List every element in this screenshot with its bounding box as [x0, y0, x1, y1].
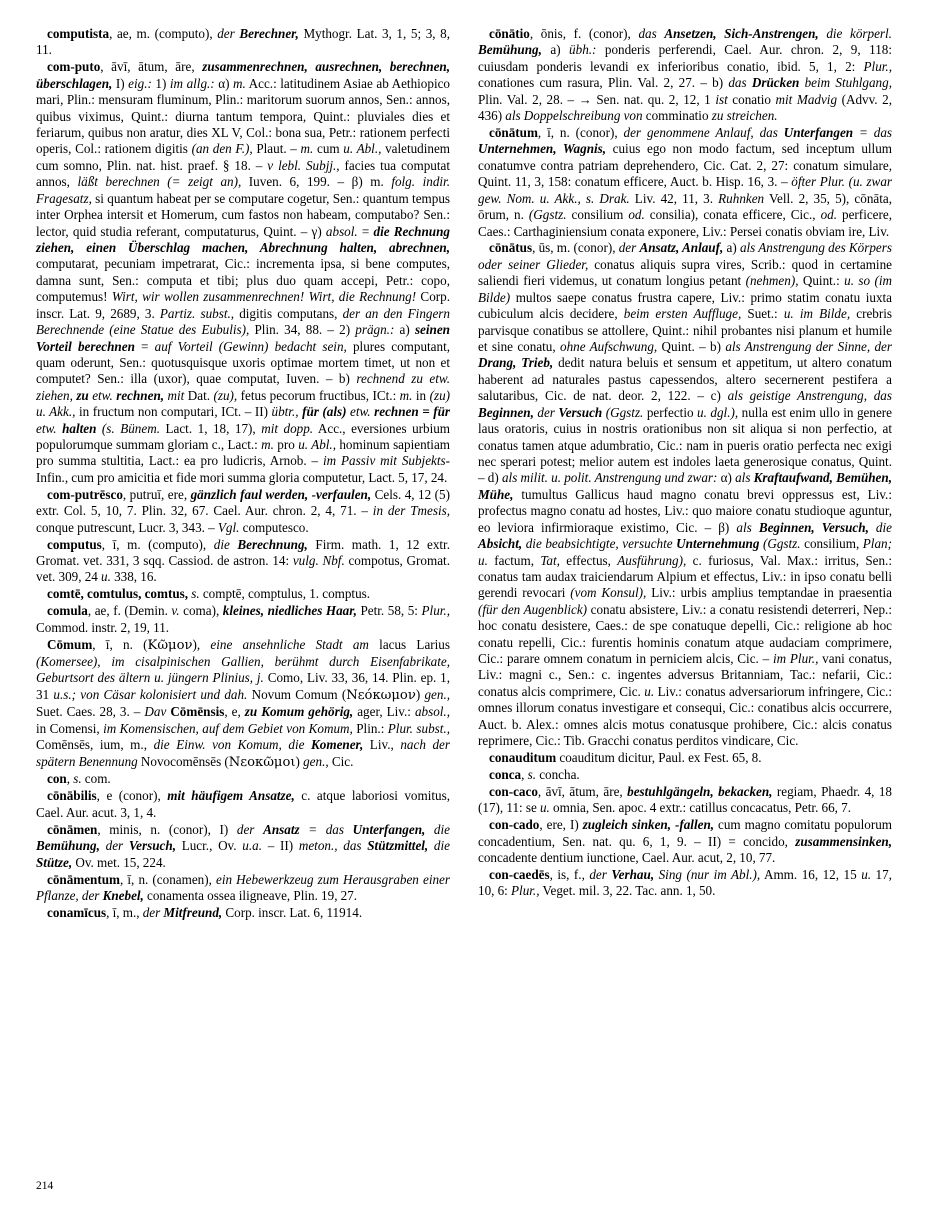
dictionary-entry: com-puto, āvī, ātum, āre, zusammenrechnen, ausrechnen, berechnen, überschlagen, I) eig.: 1) im allg.: α) m. Acc.: latitudinem Asiae ab Aethiopico mari, Plin.: mensuram fluminum, Plin.: maritorum suorum annos, Sen.: annos, quibus viximus, Quint.: diurna tantum tempora, Quint.: pluviales dies et feriarum, quibus non aratur, dies XL V, Col.: bona sua, Petr.: rationem perfecti operis, Col.: rationem digitis (an den F.), Plaut. – m. cum u. Abl., valetudinem cum somno, Plin. nat. hist. praef. § 18. – v lebl. Subjj., facies tua computat annos, läßt berechnen (= zeigt an), Iuven. 6, 199. – β) m. folg. indir. Fragesatz, si quantum habeat per se computare cogetur, Sen.: quantum tempus inter Orphea intersit et Homerum, cum fastos non habeam, computabo? Sen.: lector, quid studia referant, computaturus, Quint. – γ) absol. = die Rechnung ziehen, einen Überschlag machen, Abrechnung halten, abrechnen, computarat, pecuniam impetrarat, Cic.: incrementa ipsa, si bene computes, damna sunt, Sen.: computa et tibi; plus duo quam accepi, Petr.: copo, computemus! Wirt, wir wollen zusammenrechnen! Wirt, die Rechnung! Corp. inscr. Lat. 9, 2689, 3. Partiz. subst., digitis computans, der an den Fingern Berechnende (eine Statue des Eubulis), Plin. 34, 88. – 2) prägn.: a) seinen Vorteil berechnen = auf Vorteil (Gewinn) bedacht sein, plures computant, quam oderunt, Sen.: quotusquisque uxoris optimae mortem timet, ut non et computet? Sen.: illa (uxor), quae computat, Iuven. – b) rechnend zu etw. ziehen, zu etw. rechnen, mit Dat. (zu), fetus pecorum fructibus, ICt.: m. in (zu) u. Akk., in fructum non computari, ICt. – II) übtr., für (als) etw. rechnen = für etw. halten (s. Bünem. Lact. 1, 18, 17), mit dopp. Acc., eversiones urbium populorumque summam gloriam c., Lact.: m. pro u. Abl., hominum sapientiam pro summa stultitia, Lact.: ea pro ludicris, Arnob. – im Passiv mit Subjekts- Infin., cum pro amicitia et fide mori summa gloria computetur, Lact. 5, 17, 24.	[36, 59, 451, 485]
column-container	[36, 26, 899, 1166]
dictionary-entry: cōnāmentum, ī, n. (conamen), ein Hebewerkzeug zum Herausgraben einer Pflanze, der Knebel, conamenta ossea iligneave, Plin. 19, 27.	[36, 871, 450, 903]
dictionary-entry: computista, ae, m. (computo), der Berechner, Mythogr. Lat. 3, 1, 5; 3, 8, 11.	[36, 26, 451, 58]
left-column	[36, 26, 450, 1166]
dictionary-entry: computus, ī, m. (computo), die Berechnung, Firm. math. 1, 12 extr. Gromat. vet. 331, 3 sqq. Cassiod. de astron. 14: vulg. Nbf. compotus, Gromat. vet. 309, 24 u. 338, 16.	[36, 536, 450, 585]
dictionary-entry: comtē, comtulus, comtus, s. comptē, comptulus, 1. comptus.	[47, 586, 371, 602]
dictionary-entry: con-caco, āvī, ātum, āre, bestuhlgängeln, bekacken, regiam, Phaedr. 4, 18 (17), 11: se u. omnia, Sen. apoc. 4 extr.: catillus concacatus, Petr. 66, 7.	[478, 783, 892, 816]
right-column	[478, 26, 892, 1166]
dictionary-entry: cōnāmen, minis, n. (conor), I) der Ansatz = das Unterfangen, die Bemühung, der Versuch, Lucr., Ov. u.a. – II) meton., das Stützmittel, die Stütze, Ov. met. 15, 224.	[36, 821, 450, 870]
dictionary-entry: con-caedēs, is, f., der Verhau, Sing (nur im Abl.), Amm. 16, 12, 15 u. 17, 10, 6: Plur., Veget. mil. 3, 22. Tac. ann. 1, 50.	[478, 867, 892, 899]
dictionary-entry: cōnātus, ūs, m. (conor), der Ansatz, Anlauf, a) als Anstrengung des Körpers oder seiner Glieder, conatus aliquis supra vires, Scrib.: quod in certamine saliendi fieri videmus, ut conatum longius petant (nehmen), Quint.: u. so (im Bilde) multos saepe conatus frustra capere, Liv.: primo statim conatu iuxta cubiculum alcis decidere, beim ersten Auffluge, Suet.: u. im Bilde, crebris parvisque conatibus se attollere, Quint.: nihil probantes nisi planum et humile et sine conatu, ohne Aufschwung, Quint. – b) als Anstrengung der Sinne, der Drang, Trieb, dedit natura beluis et sensum et appetitum, ut altero conatum haberent ad naturales pastus capessendos, altero secernerent pestifera a salutaribus, Cic. de nat. deor. 2, 122. – c) als geistige Anstrengung, das Beginnen, der Versuch (Ggstz. perfectio u. dgl.), nulla est enim ullo in genere laus oratoris, cuius in nostris orationibus non sit aliqua si non perfectio, at conatus tamen atque adumbratio, Cic.: nam in pueris oratio perfecta nec exigi nec sperari potest; melior autem est indoles laeta generosique conatus, Quint. – d) als milit. u. polit. Anstrengung und zwar: α) als Kraftaufwand, Bemühen, Mühe, tumultus Gallicus haud magno conatu brevi oppressus est, Liv.: profectus magno conatu ad hostes, Liv.: quo maiore conatu studioque aguntur, eo leviora infirmioraque existimo, Cic. – β) als Beginnen, Versuch, die Absicht, die beabsichtigte, versuchte Unternehmung (Ggstz. consilium, Plan; u. factum, Tat, effectus, Ausführung), c. furiosus, Val. Max.: irritus, Sen.: conatus tam audax traiciendarum Alpium et effectus, Liv.: in ipso conatu belli gerendi revocari (vom Konsul), Liv.: urbis amplius temptandae in praesentia (für den Augenblick) conatu absistere, Liv.: a conatu resistendi deterreri, Nep.: hoc conatu desistere, Caes.: de spe conatuque depelli, Cic.: religione ab hoc conatu repelli, Cic.: furentis hominis conatum atque audaciam comprimere, Cic.: parare omnem conatum in perniciem alcis, Cic. – im Plur., vani conatus, Liv.: magni c., Sen.: c. ingentes adversus Britanniam, Tac.: nefarii, Cic.: conatus alcis comprimere, Cic. u. Liv.: conatus adversariorum infringere, Cic.: omnes illorum conatus investigare et consequi, Cic.: conatibus alcis occurrere, Auct. b. Alex.: omnes alcis motus conatusque prohibere, Cic.: alcis conatus reprimere, Cic.: Tib. Gracchi conatus perditos vindicare, Cic.	[478, 240, 893, 749]
dictionary-entry: con, s. com.	[47, 771, 111, 787]
dictionary-entry: conauditum coauditum dicitur, Paul. ex Fest. 65, 8.	[489, 750, 762, 766]
dictionary-entry: cōnātum, ī, n. (conor), der genommene Anlauf, das Unterfangen = das Unternehmen, Wagnis, cuius ego non modo factum, sed inceptum ullum conatumve contra patriam deprehendero, Cic. Cat. 2, 27: conatum simulare, Quint. 11, 3, 158: conatum efficere, Auct. b. Hisp. 16, 3. – öfter Plur. (u. zwar gew. Nom. u. Akk., s. Drak. Liv. 42, 11, 3. Ruhnken Vell. 2, 35, 5), cōnāta, ōrum, n. (Ggstz. consilium od. consilia), conata efficere, Cic., od. perficere, Caes.: Carthaginiensium conata exponere, Liv.: Persei conatis obviam ire, Liv.	[478, 125, 892, 239]
dictionary-entry: comula, ae, f. (Demin. v. coma), kleines, niedliches Haar, Petr. 58, 5: Plur., Commod. instr. 2, 19, 11.	[36, 603, 450, 635]
dictionary-entry: cōnābilis, e (conor), mit häufigem Ansatze, c. atque laboriosi vomitus, Cael. Aur. acut. 3, 1, 4.	[36, 788, 450, 820]
dictionary-entry: Cōmum, ī, n. (Κῶμον), eine ansehnliche Stadt am lacus Larius (Komersee), im cisalpinischen Gallien, berühmt durch Eisenfabrikate, Geburtsort des ältern u. jüngern Plinius, j. Como, Liv. 33, 36, 14. Plin. ep. 1, 31 u.s.; von Cäsar kolonisiert und dah. Novum Comum (Νεόκωμον) gen., Suet. Caes. 28, 3. – Dav Cōmēnsis, e, zu Komum gehörig, ager, Liv.: absol., in Comensi, im Komensischen, auf dem Gebiet von Komum, Plin.: Plur. subst., Comēnsēs, ium, m., die Einw. von Komum, die Komener, Liv., nach der spätern Benennung Novocomēnsēs (Νεοκῶμοι) gen., Cic.	[36, 636, 451, 770]
dictionary-entry: cōnātio, ōnis, f. (conor), das Ansetzen, Sich-Anstrengen, die körperl. Bemühung, a) übh.: ponderis perferendi, Cael. Aur. chron. 2, 9, 118: cuiusdam ponderis levandi ex inferioribus conatio, ibid. 5, 1, 2: Plur., conationes cum rasura, Plin. Val. 2, 27. – b) das Drücken beim Stuhlgang, Plin. Val. 2, 28. – → Sen. nat. qu. 2, 12, 1 ist conatio mit Madvig (Advv. 2, 436) als Doppelschreibung von comminatio zu streichen.	[478, 26, 893, 124]
dictionary-entry: conamīcus, ī, m., der Mitfreund, Corp. inscr. Lat. 6, 11914.	[47, 904, 363, 920]
dictionary-entry: com-putrēsco, putruī, ere, gänzlich faul werden, -verfaulen, Cels. 4, 12 (5) extr. Col. 5, 10, 7. Plin. 32, 67. Cael. Aur. chron. 2, 4, 71. – in der Tmesis, conque putrescunt, Lucr. 3, 343. – Vgl. computesco.	[36, 486, 450, 535]
page-number: 214	[36, 1180, 54, 1192]
dictionary-entry: conca, s. concha.	[489, 766, 580, 782]
dictionary-entry: con-cado, ere, I) zugleich sinken, -fallen, cum magno comitatu populorum concadentium, Sen. nat. qu. 6, 1, 9. – II) = concido, zusammensinken, concadente dentium iunctione, Cael. Aur. acut, 2, 10, 77.	[478, 817, 893, 866]
